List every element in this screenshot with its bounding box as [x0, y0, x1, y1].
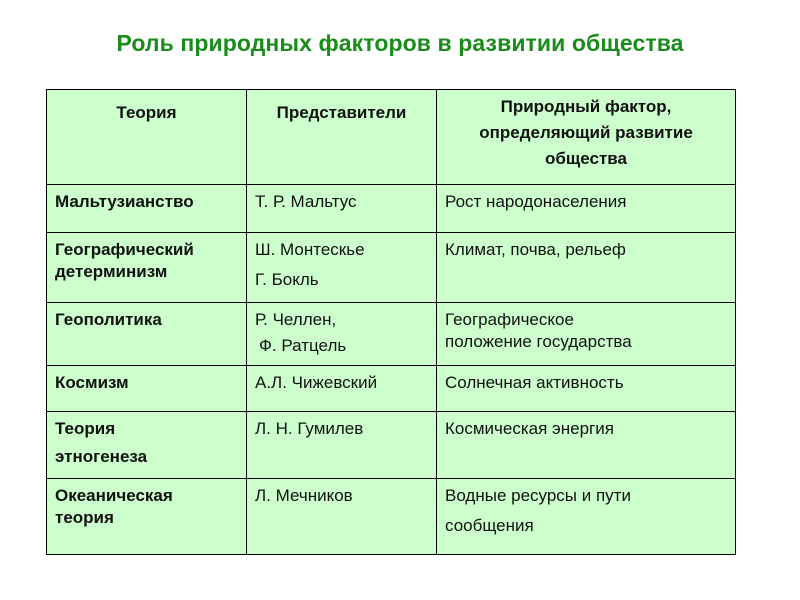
factor-line: Космическая энергия [445, 419, 614, 438]
factor-line: положение государства [445, 332, 632, 351]
table-row [47, 366, 736, 412]
factor-cell [437, 303, 736, 366]
theory-line: Географический [55, 240, 194, 259]
theory-line: теория [55, 508, 114, 527]
factor-cell [437, 185, 736, 233]
factor-line: Водные ресурсы и пути [445, 486, 631, 505]
factor-cell [437, 412, 736, 479]
factor-line: Солнечная активность [445, 373, 624, 392]
theory-line: этногенеза [55, 447, 148, 466]
theory-cell [47, 233, 247, 303]
representative-line: Ф. Ратцель [259, 336, 347, 355]
factor-cell [437, 479, 736, 555]
table-row [47, 412, 736, 479]
theory-line: Теория [55, 419, 116, 438]
representative-line: Л. Мечников [255, 486, 353, 505]
factor-line: Географическое [445, 310, 574, 329]
representatives-cell [247, 412, 437, 479]
theory-cell [47, 479, 247, 555]
table-row [47, 233, 736, 303]
representative-line: Л. Н. Гумилев [255, 419, 364, 438]
representatives-cell [247, 233, 437, 303]
theory-line: детерминизм [55, 262, 168, 281]
factor-cell [437, 233, 736, 303]
theory-line: Космизм [55, 373, 129, 392]
representatives-cell [247, 185, 437, 233]
representative-line: Ш. Монтескье [255, 240, 365, 259]
theory-cell [47, 412, 247, 479]
theories-table [46, 89, 736, 555]
theory-cell [47, 366, 247, 412]
table-header-row [47, 90, 736, 185]
factor-line: Климат, почва, рельеф [445, 240, 626, 259]
factor-line: Рост народонаселения [445, 192, 627, 211]
page-title: Роль природных факторов в развитии общества [116, 30, 684, 56]
table-row [47, 303, 736, 366]
header-representatives: Представители [247, 90, 437, 185]
theory-line: Океаническая [55, 486, 173, 505]
header-factor-line-2: определяющий развитие [479, 123, 693, 142]
table-row [47, 185, 736, 233]
factor-line: сообщения [445, 516, 534, 535]
theory-cell [47, 185, 247, 233]
representative-line: Т. Р. Мальтус [255, 192, 357, 211]
representative-line: А.Л. Чижевский [255, 373, 378, 392]
table-row [47, 479, 736, 555]
factor-cell [437, 366, 736, 412]
representative-line: Р. Челлен, [255, 310, 337, 329]
theory-line: Мальтузианство [55, 192, 194, 211]
representatives-cell [247, 366, 437, 412]
representatives-cell [247, 479, 437, 555]
header-theory: Теория [47, 90, 247, 185]
header-natural-factor [437, 90, 736, 185]
theory-cell [47, 303, 247, 366]
representative-line: Г. Бокль [255, 270, 319, 289]
theory-line: Геополитика [55, 310, 162, 329]
header-factor-line-1: Природный фактор, [500, 97, 672, 116]
header-factor-line-3: общества [545, 149, 627, 168]
representatives-cell [247, 303, 437, 366]
